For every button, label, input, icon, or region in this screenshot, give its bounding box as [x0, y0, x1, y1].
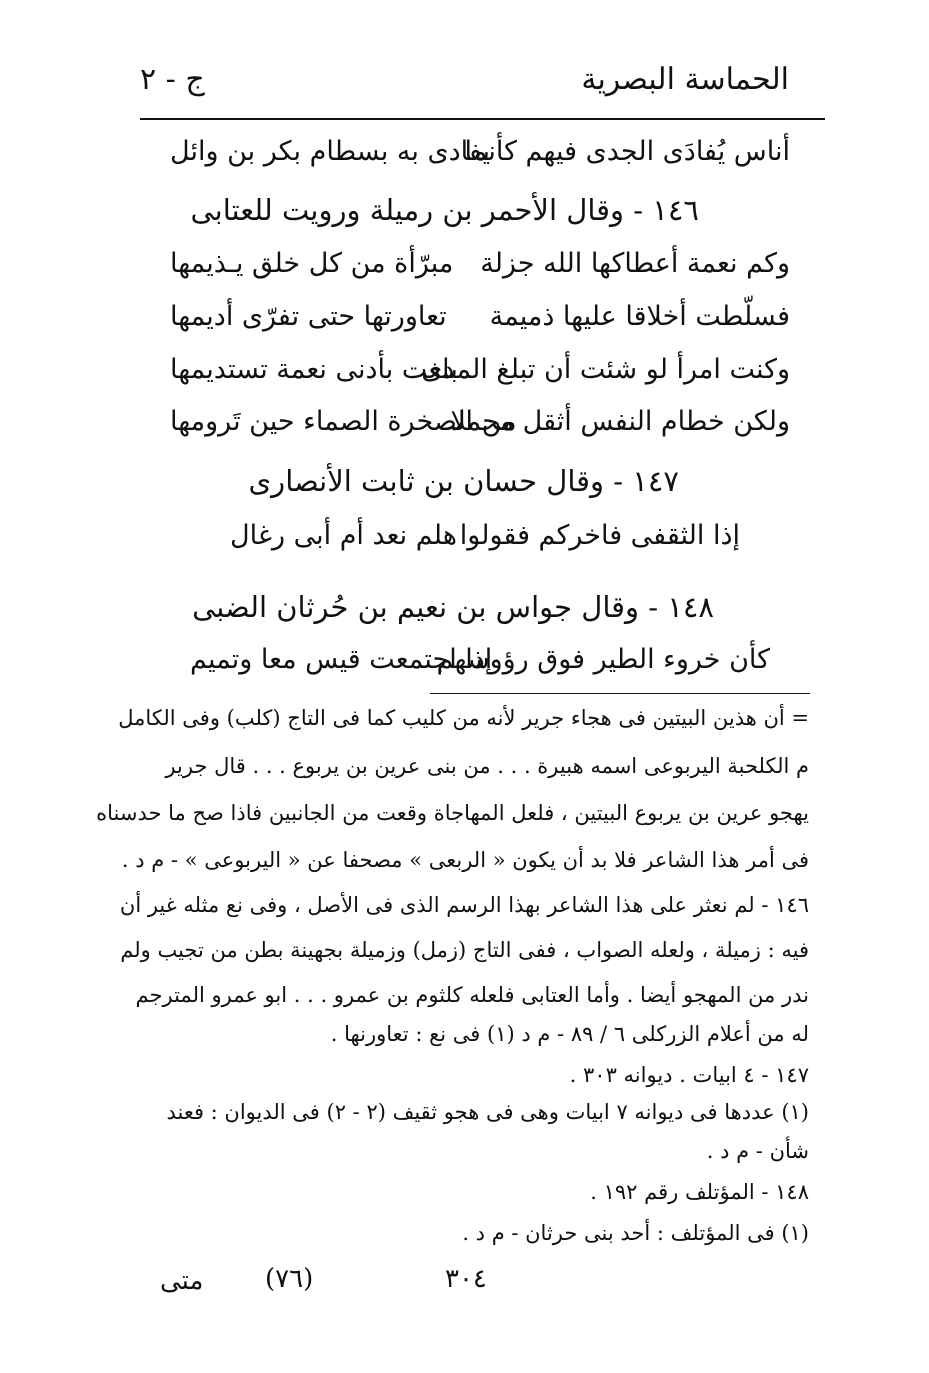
footnote-line: = أن هذين البيتين فى هجاء جرير لأنه من كليب كما فى التاج (كلب) وفى الكامل — [118, 706, 809, 730]
verse-first-hemistich: كأن خروء الطير فوق رؤوسهم — [436, 644, 770, 675]
verse-first-hemistich: فسلّطت أخلاقا عليها ذميمة — [489, 301, 790, 332]
verse-line — [170, 136, 790, 180]
verse-first-hemistich: إذا الثقفى فاخركم فقولوا — [459, 520, 740, 551]
running-title: الحماسة البصرية — [581, 62, 789, 97]
verse-line — [170, 520, 790, 564]
footnote-line: ١٤٨ - المؤتلف رقم ١٩٢ . — [590, 1180, 809, 1204]
verse-line — [170, 406, 790, 450]
verse-second-hemistich: من الصخرة الصماء حين تَرومها — [170, 406, 517, 437]
footnote-line: يهجو عرين بن يربوع البيتين ، فلعل المهاجاة وقعت من الجانبين فاذا صح ما حدسناه — [96, 801, 809, 825]
footnote-rule — [430, 693, 810, 694]
verse-line — [170, 301, 790, 345]
verse-second-hemistich: يفادى به بسطام بكر بن وائل — [170, 136, 491, 167]
catchword: متى — [160, 1266, 204, 1296]
footnote-line: ندر من المهجو أيضا . وأما العتابى فلعله كلثوم بن عمرو . . . ابو عمرو المترجم — [135, 983, 809, 1007]
verse-line — [170, 354, 790, 398]
footnote-line: (١) عددها فى ديوانه ٧ ابيات وهى فى هجو ثقيف (٢ - ٢) فى الديوان : فعند — [166, 1100, 809, 1124]
page-number: ٣٠٤ — [445, 1264, 487, 1294]
footnote-line: (١) فى المؤتلف : أحد بنى حرثان - م د . — [462, 1221, 809, 1245]
footnote-line: ١٤٧ - ٤ ابيات . ديوانه ٣٠٣ . — [569, 1063, 809, 1087]
footnote-line: شأن - م د . — [706, 1139, 809, 1163]
verse-second-hemistich: تعاورتها حتى تفرّى أديمها — [170, 301, 447, 332]
signature-mark: (٧٦) — [265, 1264, 314, 1294]
verse-first-hemistich: وكنت امرأ لو شئت أن تبلغ المدى — [421, 354, 790, 385]
header-rule — [140, 118, 825, 120]
verse-first-hemistich: وكم نعمة أعطاكها الله جزلة — [480, 248, 790, 279]
verse-first-hemistich: أناس يُفادَى الجدى فيهم كأنما — [464, 136, 790, 167]
verse-second-hemistich: إذا اجتمعت قيس معا وتميم — [190, 644, 493, 675]
footnote-line: فيه : زميلة ، ولعله الصواب ، ففى التاج (زمل) وزميلة بجهينة بطن من تجيب ولم — [120, 938, 809, 962]
verse-first-hemistich: ولكن خطام النفس أثقل محملا — [450, 406, 790, 437]
poem-heading-147: ١٤٧ - وقال حسان بن ثابت الأنصارى — [248, 464, 679, 498]
verse-second-hemistich: هلم نعد أم أبى رغال — [230, 520, 457, 551]
poem-heading-146: ١٤٦ - وقال الأحمر بن رميلة ورويت للعتابى — [190, 193, 699, 227]
verse-second-hemistich: مبرّأة من كل خلق يـذيمها — [170, 248, 454, 279]
poem-heading-148: ١٤٨ - وقال جواس بن نعيم بن حُرثان الضبى — [192, 590, 714, 624]
verse-line — [170, 644, 790, 688]
footnote-line: م الكلحبة اليربوعى اسمه هبيرة . . . من بنى عرين بن يربوع . . . قال جرير — [165, 754, 809, 778]
footnote-line: فى أمر هذا الشاعر فلا بد أن يكون « الربعى » مصحفا عن « اليربوعى » - م د . — [121, 848, 809, 872]
verse-line — [170, 248, 790, 292]
volume-number: ج - ٢ — [140, 62, 205, 97]
footnote-line: له من أعلام الزركلى ٦ / ٨٩ - م د (١) فى نع : تعاورنها . — [330, 1022, 809, 1046]
verse-second-hemistich: بلغت بأدنى نعمة تستديمها — [170, 354, 458, 385]
footnote-line: ١٤٦ - لم نعثر على هذا الشاعر بهذا الرسم الذى فى الأصل ، وفى نع مثله غير أن — [119, 893, 809, 917]
